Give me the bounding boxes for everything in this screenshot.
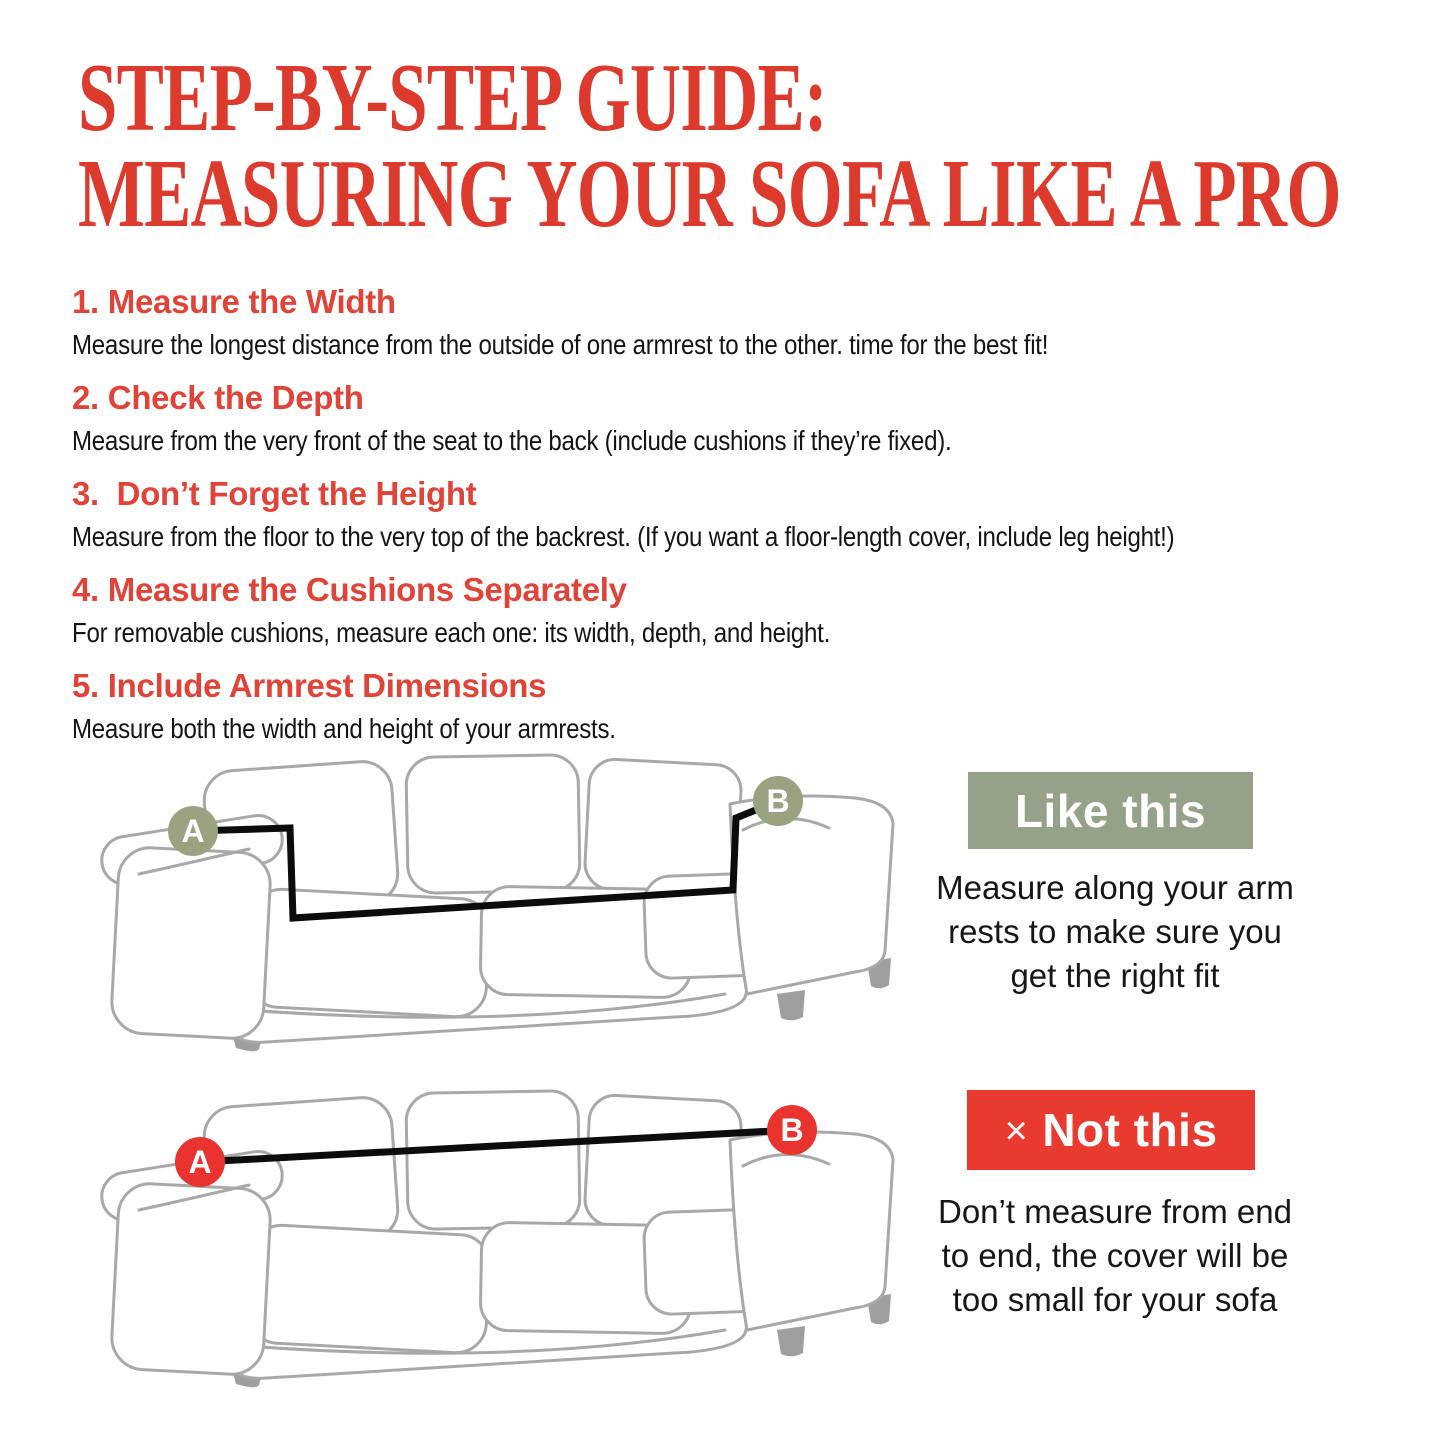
step-4-heading: 4. Measure the Cushions Separately: [72, 571, 627, 608]
marker-b-label: B: [766, 783, 790, 819]
step-3-heading: 3. Don’t Forget the Height: [72, 475, 477, 512]
not-this-caption: [890, 1190, 1340, 1322]
step-2-body: Measure from the very front of the seat to the back (include cushions if they’re fixed).: [72, 425, 952, 456]
caption-line: too small for your sofa: [952, 1281, 1278, 1318]
like-this-badge: [968, 772, 1253, 849]
step-item-3: [72, 474, 1442, 554]
step-item-5: [72, 666, 1442, 746]
step-item-1: [72, 282, 1442, 362]
marker-a-label: A: [181, 813, 205, 849]
sofa-illustration-correct: [85, 746, 915, 1081]
step-2-heading: 2. Check the Depth: [72, 379, 364, 416]
title-line-2: MEASURING YOUR SOFA LIKE A PRO: [78, 140, 1341, 247]
caption-line: rests to make sure you: [948, 913, 1282, 950]
not-this-badge: [967, 1090, 1255, 1170]
steps-list: [72, 282, 1442, 746]
sofa-sketch-incorrect: [85, 1082, 915, 1417]
step-5-body: Measure both the width and height of your armrests.: [72, 713, 616, 744]
step-5-heading: 5. Include Armrest Dimensions: [72, 667, 547, 704]
like-this-caption: [890, 866, 1340, 998]
caption-line: Measure along your arm: [936, 869, 1294, 906]
sofa-sketch-correct: [85, 746, 915, 1081]
marker-b-label: B: [780, 1112, 804, 1148]
caption-line: get the right fit: [1010, 957, 1220, 994]
caption-line: Don’t measure from end: [938, 1193, 1292, 1230]
step-item-4: [72, 570, 1442, 650]
step-1-heading: 1. Measure the Width: [72, 283, 396, 320]
marker-a-label: A: [188, 1144, 212, 1180]
sofa-illustration-incorrect: [85, 1082, 915, 1417]
step-3-body: Measure from the floor to the very top of the backrest. (If you want a floor-length cover, include leg height!): [72, 521, 1175, 552]
step-1-body: Measure the longest distance from the outside of one armrest to the other. time for the best fit!: [72, 329, 1049, 360]
page-title: [78, 44, 1445, 247]
cross-icon: ×: [1004, 1108, 1029, 1153]
step-4-body: For removable cushions, measure each one: its width, depth, and height.: [72, 617, 831, 648]
like-this-label: Like this: [1014, 784, 1207, 837]
title-line-1: STEP-BY-STEP GUIDE:: [78, 44, 827, 151]
not-this-label: Not this: [1042, 1104, 1218, 1156]
step-item-2: [72, 378, 1442, 458]
caption-line: to end, the cover will be: [941, 1237, 1289, 1274]
